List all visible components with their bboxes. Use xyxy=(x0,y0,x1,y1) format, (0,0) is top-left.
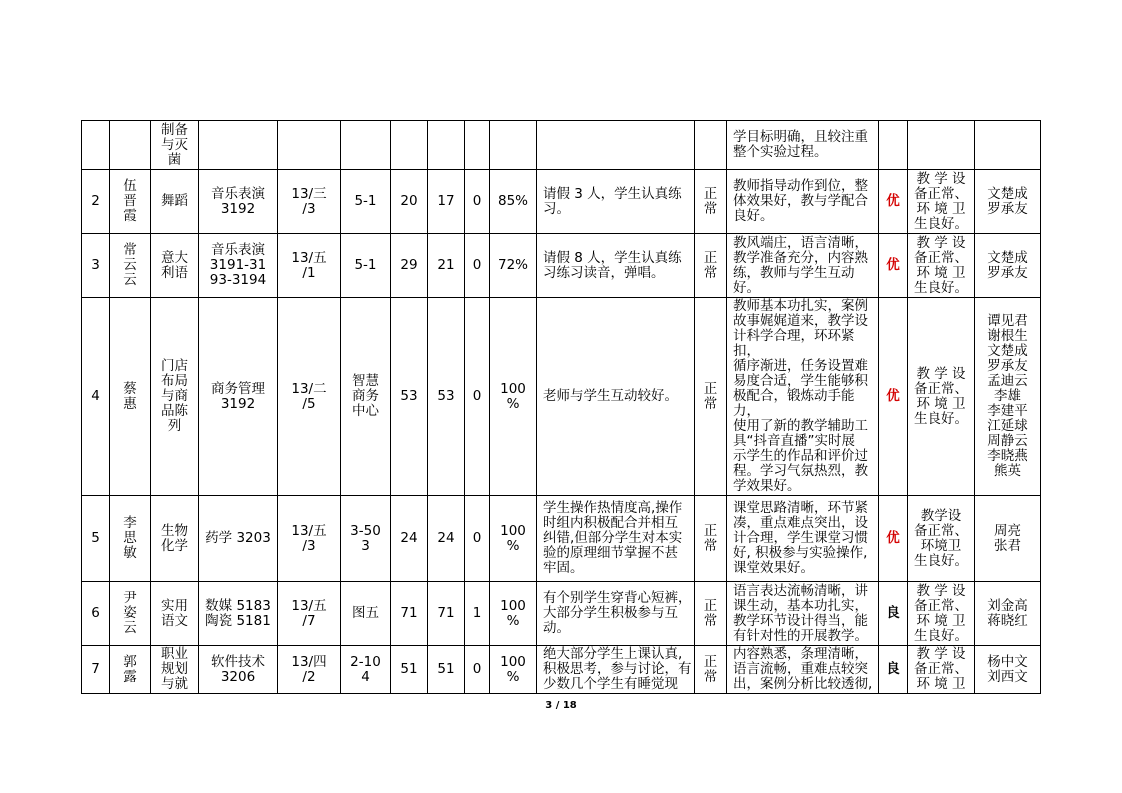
cell-student xyxy=(537,121,695,170)
cell-late xyxy=(465,121,490,170)
table-row xyxy=(82,121,1041,170)
cell-grade: 优 xyxy=(879,170,908,234)
cell-equip: 教 学 设 备正常、 环 境 卫 生良好。 xyxy=(908,298,975,496)
table-row xyxy=(82,582,1041,646)
cell-total xyxy=(391,121,428,170)
cell-teacher: 伍 晋 霞 xyxy=(110,170,151,234)
cell-teacher: 常 云 云 xyxy=(110,234,151,298)
cell-grade: 优 xyxy=(879,234,908,298)
cell-rate: 72% xyxy=(490,234,537,298)
cell-teacher: 李 思 敏 xyxy=(110,496,151,582)
cell-room: 5-1 xyxy=(341,170,391,234)
cell-eval: 教师指导动作到位，整 体效果好，教与学配合 良好。 xyxy=(727,170,879,234)
cell-actual: 51 xyxy=(428,646,465,694)
cell-late: 1 xyxy=(465,582,490,646)
cell-rate: 100 % xyxy=(490,298,537,496)
cell-week xyxy=(278,121,341,170)
cell-insp: 文楚成 罗承友 xyxy=(975,170,1041,234)
cell-cls: 药学 3203 xyxy=(199,496,278,582)
cell-late: 0 xyxy=(465,298,490,496)
cell-status xyxy=(695,121,727,170)
cell-week: 13/三 /3 xyxy=(278,170,341,234)
cell-week: 13/五 /7 xyxy=(278,582,341,646)
cell-grade: 优 xyxy=(879,298,908,496)
cell-teacher xyxy=(110,121,151,170)
cell-eval: 教师基本功扎实，案例 故事娓娓道来，教学设 计科学合理，环环紧扣， 循序渐进，任务设置难 易度合适，学生能够积 极配合，锻炼动手能力， 使用了新的教学辅助工 具“抖音直播”实时展 示学生的作品和评价过 程。学习气氛热烈，教 学效果好。 xyxy=(727,298,879,496)
cell-teacher: 尹 姿 云 xyxy=(110,582,151,646)
cell-course: 意大 利语 xyxy=(151,234,199,298)
cell-teacher: 蔡 惠 xyxy=(110,298,151,496)
cell-student: 有个别学生穿背心短裤， 大部分学生积极参与互 动。 xyxy=(537,582,695,646)
cell-rate: 100 % xyxy=(490,582,537,646)
cell-actual: 53 xyxy=(428,298,465,496)
cell-no: 2 xyxy=(82,170,110,234)
cell-room: 5-1 xyxy=(341,234,391,298)
cell-room: 图五 xyxy=(341,582,391,646)
cell-status: 正 常 xyxy=(695,646,727,694)
table-row xyxy=(82,298,1041,496)
cell-late: 0 xyxy=(465,646,490,694)
cell-insp: 杨中文 刘西文 xyxy=(975,646,1041,694)
cell-eval: 内容熟悉，条理清晰， 语言流畅，重难点较突 出，案例分析比较透彻, xyxy=(727,646,879,694)
cell-cls xyxy=(199,121,278,170)
cell-no: 5 xyxy=(82,496,110,582)
cell-course: 生物 化学 xyxy=(151,496,199,582)
cell-no xyxy=(82,121,110,170)
cell-grade: 优 xyxy=(879,496,908,582)
cell-eval: 语言表达流畅清晰，讲 课生动，基本功扎实， 教学环节设计得当，能 有针对性的开展教学。 xyxy=(727,582,879,646)
cell-rate: 100 % xyxy=(490,646,537,694)
cell-course: 舞蹈 xyxy=(151,170,199,234)
cell-student: 请假 3 人，学生认真练 习。 xyxy=(537,170,695,234)
cell-eval: 课堂思路清晰，环节紧 凑，重点难点突出，设 计合理，学生课堂习惯 好, 积极参与实验操作, 课堂效果好。 xyxy=(727,496,879,582)
cell-no: 4 xyxy=(82,298,110,496)
cell-insp: 谭见君 谢根生 文楚成 罗承友 孟迪云 李雄 李建平 江延球 周静云 李晓燕 熊英 xyxy=(975,298,1041,496)
cell-cls: 软件技术 3206 xyxy=(199,646,278,694)
cell-grade: 良 xyxy=(879,582,908,646)
cell-week: 13/二 /5 xyxy=(278,298,341,496)
cell-equip: 教 学 设 备正常、 环 境 卫 xyxy=(908,646,975,694)
table-row xyxy=(82,170,1041,234)
cell-total: 51 xyxy=(391,646,428,694)
cell-insp: 文楚成 罗承友 xyxy=(975,234,1041,298)
cell-equip: 教 学 设 备正常、 环 境 卫 生良好。 xyxy=(908,234,975,298)
cell-insp: 周亮 张君 xyxy=(975,496,1041,582)
cell-status: 正 常 xyxy=(695,298,727,496)
cell-status: 正 常 xyxy=(695,582,727,646)
cell-equip: 教 学 设 备正常、 环 境 卫 生良好。 xyxy=(908,582,975,646)
cell-cls: 商务管理 3192 xyxy=(199,298,278,496)
cell-grade: 良 xyxy=(879,646,908,694)
cell-rate: 85% xyxy=(490,170,537,234)
cell-rate: 100 % xyxy=(490,496,537,582)
cell-actual: 21 xyxy=(428,234,465,298)
cell-status: 正 常 xyxy=(695,496,727,582)
cell-room: 智慧 商务 中心 xyxy=(341,298,391,496)
cell-total: 71 xyxy=(391,582,428,646)
cell-course: 实用 语文 xyxy=(151,582,199,646)
cell-late: 0 xyxy=(465,170,490,234)
cell-student: 请假 8 人，学生认真练 习练习读音，弹唱。 xyxy=(537,234,695,298)
cell-no: 3 xyxy=(82,234,110,298)
cell-course: 制备 与灭 菌 xyxy=(151,121,199,170)
cell-status: 正 常 xyxy=(695,170,727,234)
cell-course: 职业 规划 与就 xyxy=(151,646,199,694)
cell-student: 绝大部分学生上课认真, 积极思考，参与讨论，有 少数几个学生有睡觉现 xyxy=(537,646,695,694)
cell-late: 0 xyxy=(465,234,490,298)
cell-eval: 教风端庄，语言清晰， 教学准备充分，内容熟 练，教师与学生互动好。 xyxy=(727,234,879,298)
cell-equip xyxy=(908,121,975,170)
cell-week: 13/四 /2 xyxy=(278,646,341,694)
cell-insp xyxy=(975,121,1041,170)
cell-grade xyxy=(879,121,908,170)
cell-room: 2-10 4 xyxy=(341,646,391,694)
cell-insp: 刘金高 蒋晓红 xyxy=(975,582,1041,646)
cell-total: 20 xyxy=(391,170,428,234)
cell-actual: 71 xyxy=(428,582,465,646)
cell-total: 24 xyxy=(391,496,428,582)
cell-actual xyxy=(428,121,465,170)
cell-cls: 音乐表演 3191-31 93-3194 xyxy=(199,234,278,298)
cell-eval: 学目标明确，且较注重 整个实验过程。 xyxy=(727,121,879,170)
table-row xyxy=(82,496,1041,582)
table-row xyxy=(82,234,1041,298)
cell-room xyxy=(341,121,391,170)
cell-actual: 24 xyxy=(428,496,465,582)
page-number: 3 / 18 xyxy=(545,700,577,711)
cell-actual: 17 xyxy=(428,170,465,234)
cell-equip: 教 学 设 备正常、 环 境 卫 生良好。 xyxy=(908,170,975,234)
cell-status: 正 常 xyxy=(695,234,727,298)
cell-total: 53 xyxy=(391,298,428,496)
cell-cls: 音乐表演 3192 xyxy=(199,170,278,234)
cell-no: 7 xyxy=(82,646,110,694)
cell-week: 13/五 /1 xyxy=(278,234,341,298)
cell-total: 29 xyxy=(391,234,428,298)
cell-no: 6 xyxy=(82,582,110,646)
cell-week: 13/五 /3 xyxy=(278,496,341,582)
cell-teacher: 郭 露 xyxy=(110,646,151,694)
cell-equip: 教学设 备正常、 环境卫 生良好。 xyxy=(908,496,975,582)
cell-room: 3-50 3 xyxy=(341,496,391,582)
cell-late: 0 xyxy=(465,496,490,582)
cell-rate xyxy=(490,121,537,170)
cell-student: 学生操作热情度高,操作 时组内积极配合并相互 纠错,但部分学生对本实 验的原理细节掌握不甚 牢固。 xyxy=(537,496,695,582)
cell-cls: 数媒 5183 陶瓷 5181 xyxy=(199,582,278,646)
cell-student: 老师与学生互动较好。 xyxy=(537,298,695,496)
inspection-table xyxy=(81,120,1041,694)
table-row xyxy=(82,646,1041,694)
cell-course: 门店 布局 与商 品陈 列 xyxy=(151,298,199,496)
